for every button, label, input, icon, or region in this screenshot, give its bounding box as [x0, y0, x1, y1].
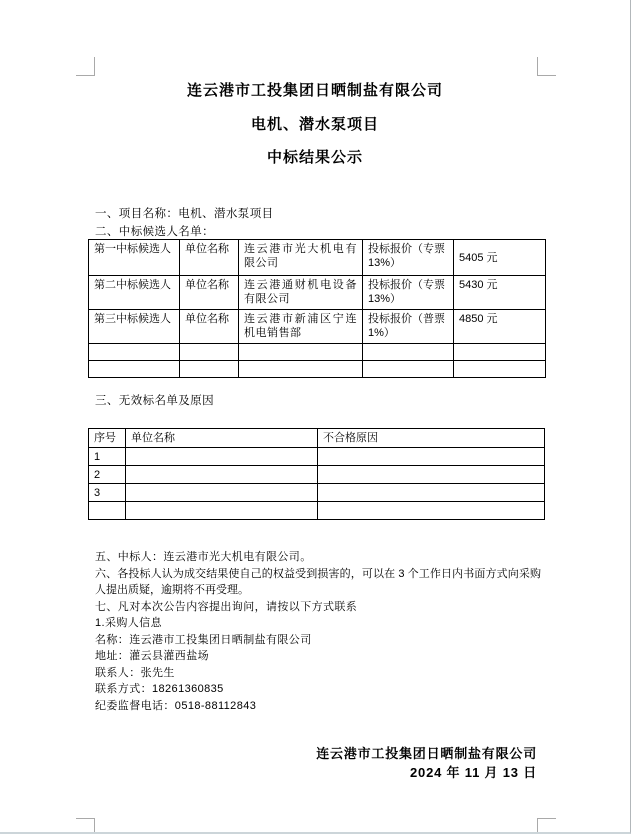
margin-cropmark-top-left: [76, 57, 95, 76]
signature-block: [95, 745, 537, 782]
candidate-name-label: 单位名称: [180, 240, 239, 276]
candidate-price-label: 投标报价（普票1%）: [363, 310, 454, 344]
purchaser-info-heading: 1.采购人信息: [95, 617, 162, 629]
candidate-price-label: 投标报价（专票13%）: [363, 276, 454, 310]
document-title-announcement: 中标结果公示: [266, 149, 363, 166]
table-row: [89, 276, 546, 310]
margin-cropmark-bottom-left: [76, 818, 95, 834]
empty-cell: [180, 361, 239, 378]
table-row: [89, 310, 546, 344]
supervision-phone: 纪委监督电话：0518-88112843: [95, 699, 257, 712]
candidate-name-label: 单位名称: [180, 310, 239, 344]
margin-cropmark-bottom-right: [537, 818, 556, 834]
purchaser-address: 地址：灌云县灌西盐场: [95, 650, 209, 662]
empty-cell: [126, 502, 318, 520]
contact-phone: 联系方式：18261360835: [95, 683, 224, 695]
margin-cropmark-top-right: [537, 57, 556, 76]
empty-cell: [89, 344, 180, 361]
empty-cell: [363, 361, 454, 378]
table-row: [89, 484, 545, 502]
section-3-invalid-heading: 三、无效标名单及原因: [95, 395, 214, 407]
section-2-candidates-heading: 二、中标候选人名单：: [95, 226, 214, 238]
section-7-contact-intro: 七、凡对本次公告内容提出询问，请按以下方式联系: [95, 600, 358, 613]
candidate-rank: 第三中标候选人: [89, 310, 180, 344]
section-5-winner: 五、中标人：连云港市光大机电有限公司。: [95, 551, 312, 563]
empty-cell: [454, 344, 546, 361]
empty-cell: [454, 361, 546, 378]
empty-cell: [318, 466, 545, 484]
signature-date: 2024 年 11 月 13 日: [410, 764, 537, 780]
candidate-price: 5430 元: [454, 276, 546, 310]
empty-cell: [363, 344, 454, 361]
candidate-rank: 第二中标候选人: [89, 276, 180, 310]
row-index: 3: [89, 484, 126, 502]
invalid-bids-table: [88, 428, 545, 520]
row-index: 1: [89, 448, 126, 466]
table-row-empty: [89, 361, 546, 378]
contact-person: 联系人：张先生: [95, 666, 175, 679]
table-row-empty: [89, 502, 545, 520]
empty-cell: [318, 484, 545, 502]
candidate-company: 连云港通财机电设备有限公司: [239, 276, 363, 310]
table-header-row: [89, 429, 545, 448]
table-row-empty: [89, 344, 546, 361]
document-title-company: 连云港市工投集团日晒制盐有限公司: [186, 82, 443, 99]
column-header-reason: 不合格原因: [318, 429, 545, 448]
announcement-body: [95, 549, 541, 714]
table-row: [89, 448, 545, 466]
table-row: [89, 240, 546, 276]
empty-cell: [239, 361, 363, 378]
candidate-price: 5405 元: [454, 240, 546, 276]
candidate-company: 连云港市光大机电有限公司: [239, 240, 363, 276]
section-6-objection: 六、各投标人认为成交结果使自己的权益受到损害的，可以在 3 个工作日内书面方式向采购人提出质疑，逾期将不再受理。: [95, 567, 541, 596]
candidate-name-label: 单位名称: [180, 276, 239, 310]
empty-cell: [126, 448, 318, 466]
empty-cell: [126, 466, 318, 484]
candidate-price: 4850 元: [454, 310, 546, 344]
purchaser-name: 名称：连云港市工投集团日晒制盐有限公司: [95, 633, 312, 646]
candidate-rank: 第一中标候选人: [89, 240, 180, 276]
candidate-company: 连云港市新浦区宁连机电销售部: [239, 310, 363, 344]
candidates-table: [88, 239, 546, 378]
table-row: [89, 466, 545, 484]
section-1-project-name: 一、项目名称：电机、潜水泵项目: [95, 208, 274, 220]
column-header-index: 序号: [89, 429, 126, 448]
empty-cell: [126, 484, 318, 502]
column-header-company: 单位名称: [126, 429, 318, 448]
signature-company: 连云港市工投集团日晒制盐有限公司: [316, 746, 537, 761]
empty-cell: [318, 448, 545, 466]
candidate-price-label: 投标报价（专票13%）: [363, 240, 454, 276]
empty-cell: [239, 344, 363, 361]
empty-cell: [180, 344, 239, 361]
empty-cell: [89, 502, 126, 520]
row-index: 2: [89, 466, 126, 484]
empty-cell: [89, 361, 180, 378]
empty-cell: [318, 502, 545, 520]
document-title-project: 电机、潜水泵项目: [250, 116, 379, 133]
